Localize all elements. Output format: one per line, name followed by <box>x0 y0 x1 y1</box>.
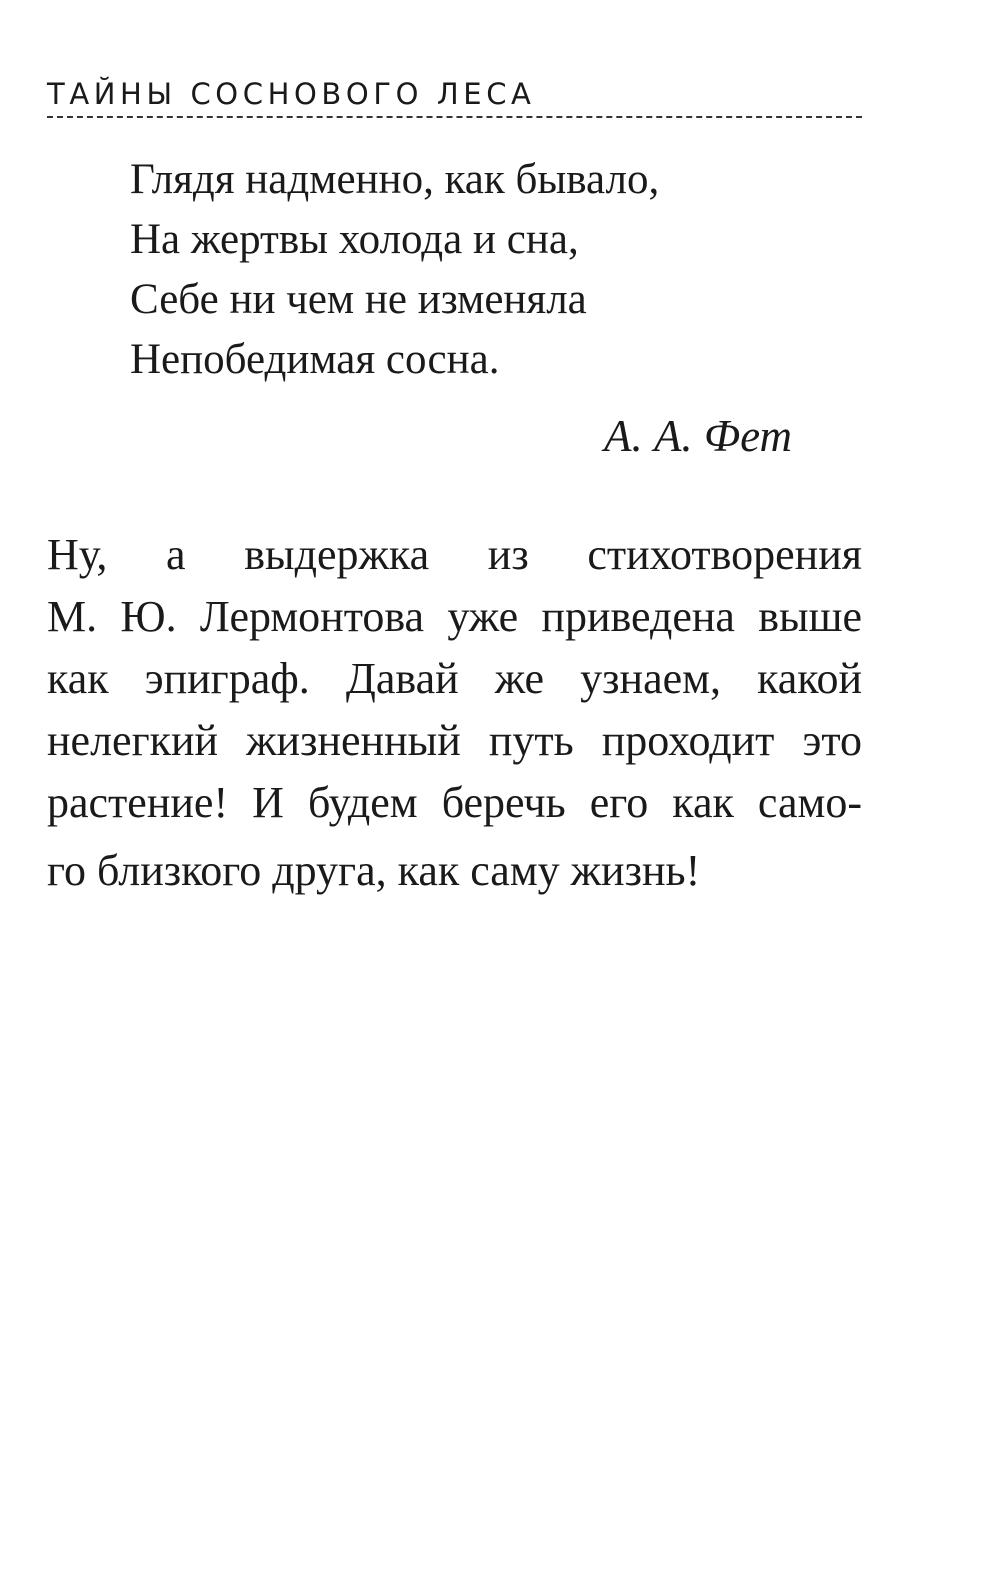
poem-line: Непобедимая сосна. <box>130 336 500 383</box>
poem-line: На жертвы холода и сна, <box>130 216 579 263</box>
running-head-title: ТАЙНЫ СОСНОВОГО ЛЕСА <box>47 77 536 111</box>
body-paragraph <box>47 524 862 902</box>
paragraph-line: нелегкий жизненный путь проходит это <box>47 716 862 765</box>
paragraph-line: Ну, а выдержка из стихотворения <box>47 530 862 579</box>
paragraph-line: го близкого друга, как саму жизнь! <box>47 846 701 895</box>
paragraph-line: М. Ю. Лермонтова уже приведена выше <box>47 592 862 641</box>
running-head-divider <box>47 116 862 118</box>
poem-epigraph <box>130 150 659 390</box>
poem-line: Глядя надменно, как бывало, <box>130 156 660 203</box>
paragraph-line: растение! И будем беречь его как само- <box>47 778 862 827</box>
poem-attribution: А. А. Фет <box>603 411 792 461</box>
paragraph-line: как эпиграф. Давай же узнаем, какой <box>47 654 862 703</box>
poem-line: Себе ни чем не изменяла <box>130 276 587 323</box>
